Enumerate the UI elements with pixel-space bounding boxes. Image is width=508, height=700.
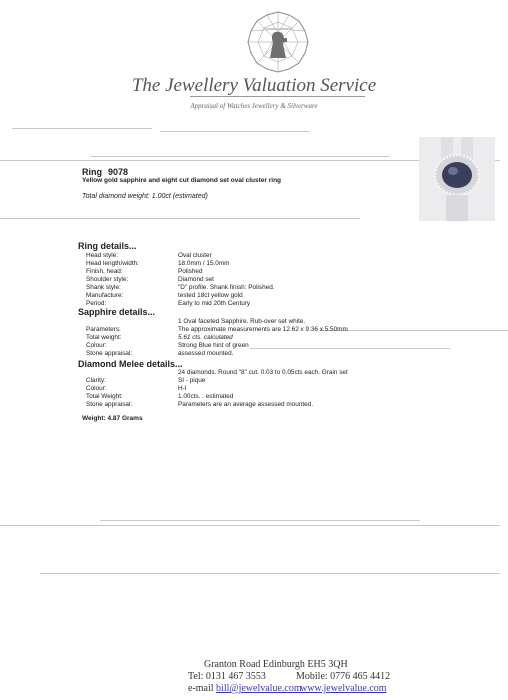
sapphire-intro: 1 Oval faceted Sapphire. Rub-over set white. xyxy=(178,318,306,325)
detail-value: Early to mid 20th Century xyxy=(178,300,251,307)
sapphire-details-heading: Sapphire details... xyxy=(78,307,156,317)
ring-photo xyxy=(419,137,495,221)
detail-label: Finish, head: xyxy=(86,268,123,275)
detail-label: Parameters: xyxy=(86,326,121,333)
detail-value: 1.00cts. . estimated xyxy=(178,393,234,400)
service-subtitle: Appraisal of Watches Jewellery & Silverware xyxy=(190,102,318,110)
scan-line xyxy=(320,330,508,331)
detail-value: "D" profile. Shank finish: Polished. xyxy=(178,284,275,291)
scan-line xyxy=(12,128,152,129)
detail-value: tested 18ct yellow gold xyxy=(178,292,243,299)
detail-label: Stone appraisal: xyxy=(86,350,133,357)
website-link[interactable]: www.jewelvalue.com xyxy=(300,683,387,694)
total-diamond-weight: Total diamond weight: 1.00ct (estimated) xyxy=(82,193,208,200)
detail-label: Total weight: xyxy=(86,334,122,341)
email-prefix: e-mail xyxy=(188,683,214,694)
detail-value: Strong Blue hint of green xyxy=(178,342,249,349)
scan-line xyxy=(0,218,360,219)
email-link[interactable]: bill@jewelvalue.com xyxy=(216,683,302,694)
scan-line xyxy=(100,520,420,521)
service-title: The Jewellery Valuation Service xyxy=(131,75,377,96)
ring-number: 9078 xyxy=(108,167,129,177)
melee-details-heading: Diamond Melee details... xyxy=(78,359,183,369)
diamond-logo-icon xyxy=(246,10,310,74)
detail-label: Clarity: xyxy=(86,377,106,384)
detail-label: Head length/width: xyxy=(86,260,139,267)
footer-tel: Tel: 0131 467 3553 xyxy=(188,671,266,682)
detail-label: Head style: xyxy=(86,252,118,259)
detail-value: Polished xyxy=(178,268,203,275)
detail-value: Diamond set xyxy=(178,276,214,283)
ring-label: Ring xyxy=(82,167,102,177)
scan-line xyxy=(160,131,310,132)
detail-value: H-I xyxy=(178,385,187,392)
detail-label: Manufacture: xyxy=(86,292,124,299)
footer-mobile: Mobile: 0776 465 4412 xyxy=(296,671,391,682)
detail-label: Colour: xyxy=(86,385,107,392)
scan-line xyxy=(90,156,390,157)
scan-line xyxy=(250,348,450,349)
detail-label: Shoulder style: xyxy=(86,276,129,283)
detail-value: 5.61 cts. calculated xyxy=(178,334,233,341)
footer-website xyxy=(300,683,387,694)
detail-label: Shank style: xyxy=(86,284,121,291)
ring-details-heading: Ring details... xyxy=(78,241,137,251)
scan-line xyxy=(0,525,500,526)
footer-email xyxy=(188,683,302,694)
detail-value: SI - pique xyxy=(178,377,206,384)
detail-value: Parameters are an average assessed mounted. xyxy=(178,401,313,408)
detail-label: Stone appraisal: xyxy=(86,401,133,408)
item-weight: Weight: 4.87 Grams xyxy=(82,415,143,422)
scan-line xyxy=(40,573,500,574)
footer-address: Granton Road Edinburgh EH5 3QH xyxy=(204,659,348,670)
ring-title xyxy=(82,167,128,177)
detail-label: Period: xyxy=(86,300,107,307)
detail-label: Total Weight: xyxy=(86,393,123,400)
detail-value: 18.0mm / 15.0mm xyxy=(178,260,230,267)
detail-label: Colour: xyxy=(86,342,107,349)
ring-description: Yellow gold sapphire and eight cut diamond set oval cluster ring xyxy=(82,177,282,184)
melee-intro: 24 diamonds. Round "8" cut. 0.03 to 0.05cts each. Grain set xyxy=(178,369,348,376)
detail-value: assessed mounted. xyxy=(178,350,234,357)
title-divider xyxy=(190,96,365,97)
detail-value: Oval cluster xyxy=(178,252,212,259)
detail-value: The approximate measurements are 12.62 x 9.36 x 5.50mm xyxy=(178,326,348,333)
